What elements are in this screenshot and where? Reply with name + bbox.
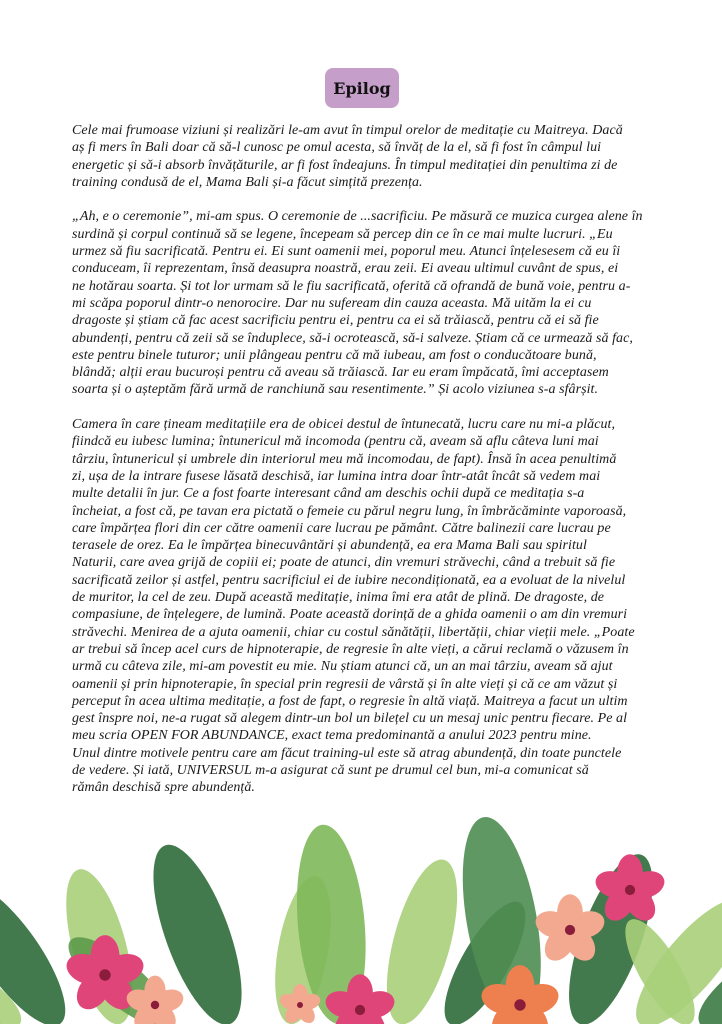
text-line: oamenii și prin hipnoterapie, în special prin regresii de vârstă și în alte vieți și că ce am văzut și	[72, 676, 618, 692]
text-line: sacrificată zeilor și astfel, pentru sacrificiul ei de iubire necondiționată, ea a evoluat de la nivelul	[72, 572, 626, 588]
body-text	[72, 122, 662, 814]
text-line: meu scria OPEN FOR ABUNDANCE, exact tema predominantă a anului 2023 pentru mine.	[72, 728, 592, 744]
text-line: este pentru binele tuturor; unii plângeau pentru că mă iubeau, am fost o conducătoare bună,	[72, 347, 597, 363]
text-line: rămân deschisă spre abundență.	[72, 780, 255, 796]
page-title: Epilog	[333, 78, 391, 98]
text-line: încheiat, a fost că, pe tavan era pictată o femeie cu părul negru lung, în îmbrăcăminte vaporoasă,	[72, 503, 627, 519]
text-line: energetic și să-i absorb învățăturile, ar fi fost îndeajuns. În timpul meditației din penultima zi de	[72, 157, 618, 173]
text-line: multe detalii în jur. Ce a fost foarte interesant când am deschis ochii după ce meditația s-a	[72, 486, 585, 502]
text-line: Cele mai frumoase viziuni și realizări le-am avut în timpul orelor de meditație cu Maitreya. Dacă	[72, 123, 623, 138]
text-line: „Ah, e o ceremonie”, mi-am spus. O ceremonie de ...sacrificiu. Pe măsură ce muzica curgea alene în	[72, 209, 643, 225]
text-line: Unul dintre motivele pentru care am făcut training-ul este să atrag abundență, din toate punctele	[72, 745, 622, 761]
tropical-leaves-illustration	[0, 790, 722, 1024]
text-line: compasiune, de înțelegere, de lumină. Poate această dorință de a ghida oamenii o am din vremuri	[72, 607, 628, 623]
paragraph	[72, 416, 662, 797]
text-line: terasele de orez. Ea le împărțea binecuvântări și abundență, ea era Mama Bali sau spiritul	[72, 538, 587, 554]
text-line: conduceam, îi reprezentam, însă deasupra noastră, erau zeii. Ei aveau ultimul cuvânt de spus, ei	[72, 261, 619, 277]
text-line: Naturii, care avea grijă de copiii ei; poate de atunci, din vremuri străvechi, când a trebuit să fie	[72, 555, 616, 571]
text-line: soarta și o așteptăm fără urmă de ranchiună sau resentimente.” Și acolo viziunea s-a sfârșit.	[72, 382, 599, 398]
text-line: care împărțea flori din cer către oamenii care lucrau pe pământ. Către balinezii care lucrau pe	[72, 520, 611, 536]
text-line: perceput în acea ultima meditație, a fost de fapt, o regresie în altă viață. Maitreya a facut un ultim	[72, 693, 628, 709]
text-line: zi, ușa de la intrare fusese lăsată deschisă, iar lumina intra doar într-atât încât să vedem mai	[72, 468, 601, 484]
text-line: gest înspre noi, ne-a rugat să alegem dintr-un bol un bilețel cu un mesaj unic pentru fiecare. Pe al	[72, 711, 628, 727]
text-line: abundenți, pentru că zeii să se înduplece, să-i ocrotească, să-i salveze. Știam că ce urmează să fac,	[72, 330, 633, 346]
text-line: dragoste și știam că fac acest sacrificiu pentru ei, pentru ca ei să trăiască, pentru că ei să fie	[72, 313, 599, 329]
text-line: străvechi. Menirea de a ajuta oamenii, chiar cu costul sănătății, libertății, chiar vieții mele. „Poate	[72, 624, 635, 640]
text-line: de vedere. Și iată, UNIVERSUL m-a asigurat că sunt pe drumul cel bun, mi-a comunicat să	[72, 762, 589, 778]
text-line: urmă cu câteva zile, mi-am povestit eu mie. Nu știam atunci că, un an mai târziu, aveam să ajut	[72, 659, 613, 675]
text-line: Camera în care țineam meditațiile era de obicei destul de întunecată, lucru care nu mi-a plăcut,	[72, 417, 616, 433]
paragraph	[72, 122, 662, 191]
text-line: urmez să fiu sacrificată. Pentru ei. Ei sunt oamenii mei, poporul meu. Atunci înțelesesem că eu îi	[72, 244, 621, 260]
text-line: mi scăpa poporul dintr-o nenorocire. Dar nu sufeream din cauza aceasta. Mă uităm la ei cu	[72, 295, 592, 311]
title-badge	[325, 68, 399, 108]
text-line: ne hotărau soarta. Și tot lor urmam să le fiu sacrificată, oferită că ofrandă de bună voie, pentru a-	[72, 278, 631, 294]
text-line: blândă; alții erau bucuroși pentru că aveau să trăiască. Iar eu eram împăcată, îmi acceptasem	[72, 365, 609, 381]
text-line: training condusă de el, Mama Bali și-a făcut simțită prezența.	[72, 174, 423, 190]
text-line: ar trebui să încep acel curs de hipnoterapie, de regresie în alte vieți, a cărui reclamă o văzusem în	[72, 641, 629, 657]
text-line: fiindcă eu iubesc lumina; întunericul mă incomoda (pentru că, aveam să aflu câteva luni mai	[72, 434, 599, 450]
text-line: surdină și corpul continuă să se legene, începeam să percep din ce în ce mai multe lucruri. „Eu	[72, 226, 613, 242]
text-line: aș fi mers în Bali doar că să-l cunosc pe omul acesta, să învăț de la el, să fi fost în câmpul lui	[72, 140, 602, 156]
text-line: târziu, întunericul și umbrele din interiorul meu mă incomodau, de fapt). Însă în acea penultimă	[72, 451, 617, 467]
paragraph	[72, 208, 662, 398]
text-line: de muritor, la cel de zeu. După această meditație, inima îmi era atât de plină. De dragoste, de	[72, 590, 605, 606]
